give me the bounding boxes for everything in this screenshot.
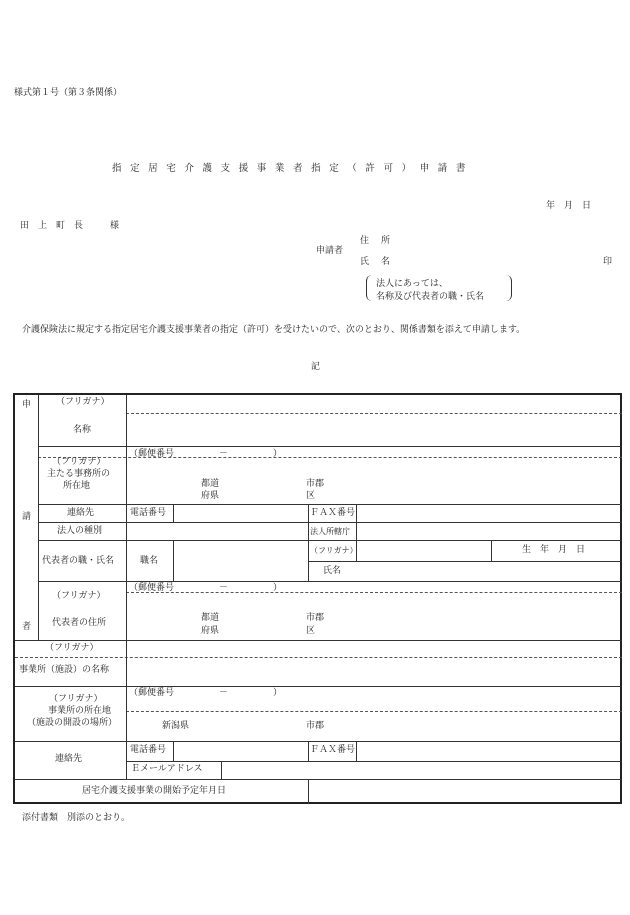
row-line — [308, 561, 622, 562]
addressee: 田上町長 様 — [20, 221, 129, 231]
row-line — [15, 741, 622, 742]
side-char-3: 者 — [22, 622, 32, 632]
corp-authority-label: 法人所轄庁 — [310, 527, 350, 536]
address-label: 住所 — [360, 236, 403, 246]
rep-furigana-label: （フリガナ） — [310, 546, 358, 555]
birth-date-label: 生 年 月 日 — [522, 545, 586, 555]
fax-label: ＦＡＸ番号 — [310, 508, 356, 518]
col-line — [356, 504, 357, 522]
facility-contact-label: 連絡先 — [55, 754, 83, 764]
document-title: 指定居宅介護支援事業者指定（許可）申請書 — [112, 163, 475, 174]
col-line — [308, 504, 309, 522]
email-label: Ｅメールアドレス — [131, 764, 203, 774]
col-line — [173, 540, 174, 581]
date-line: 年 月 日 — [546, 201, 592, 211]
note-line-1: 法人にあっては、 — [376, 279, 448, 289]
form-number: 様式第１号（第３条関係） — [14, 88, 123, 98]
city-bottom: 区 — [306, 491, 316, 501]
rep-pref-bottom: 府県 — [201, 626, 220, 636]
facility-loc-label: 事業所の所在地 — [48, 706, 112, 716]
application-table — [13, 393, 622, 804]
col-line — [308, 522, 309, 540]
office-location-label-2: 所在地 — [63, 481, 91, 491]
rep-city-bottom: 区 — [306, 626, 316, 636]
side-char-2: 請 — [22, 512, 32, 522]
office-postal: （郵便番号 － ） — [129, 449, 283, 459]
office-location-label: 主たる事務所の — [47, 469, 111, 479]
name-label: 名称 — [73, 425, 92, 435]
attachments-note: 添付書類 別添のとおり。 — [22, 813, 131, 823]
note-line-2: 名称及び代表者の職・氏名 — [376, 292, 485, 302]
facility-postal: （郵便番号 － ） — [129, 688, 283, 698]
seal-mark: 印 — [603, 257, 613, 267]
facility-furigana-label: （フリガナ） — [45, 643, 99, 653]
col-line — [173, 741, 174, 761]
dash-line — [15, 657, 622, 658]
row-line — [15, 640, 622, 641]
rep-address-label: 代表者の住所 — [52, 618, 107, 628]
phone-label: 電話番号 — [130, 508, 167, 518]
rep-title-name-label: 代表者の職・氏名 — [42, 556, 115, 566]
facility-name-label: 事業所（施設）の名称 — [19, 665, 110, 675]
pref-bottom: 府県 — [201, 491, 220, 501]
col-line — [126, 395, 127, 779]
position-label: 職名 — [140, 556, 159, 566]
rep-name-label: 氏名 — [323, 566, 342, 576]
niigata-label: 新潟県 — [162, 721, 190, 731]
row-line — [15, 779, 622, 780]
col-line — [173, 504, 174, 522]
col-line — [491, 540, 492, 561]
col-line — [308, 779, 309, 804]
facility-loc-furigana-label: （フリガナ） — [49, 694, 103, 704]
rep-city-top: 市郡 — [306, 613, 325, 623]
col-line — [308, 540, 309, 581]
corp-type-label: 法人の種別 — [57, 526, 103, 536]
dash-line — [126, 413, 622, 414]
row-line — [15, 686, 622, 687]
body-text: 介護保険法に規定する指定居宅介護支援事業者の指定（許可）を受けたいので、次のとおり、関係書類を添えて申請します。 — [22, 325, 526, 335]
rep-pref-top: 都道 — [201, 613, 220, 623]
col-line — [221, 761, 222, 779]
facility-phone-label: 電話番号 — [130, 745, 167, 755]
name-label: 氏名 — [360, 257, 403, 267]
dash-line — [126, 711, 622, 712]
col-line — [356, 522, 357, 540]
rep-postal: （郵便番号 － ） — [129, 583, 283, 593]
name-furigana-label: （フリガナ） — [56, 397, 110, 407]
col-line — [38, 395, 39, 640]
city-top: 市郡 — [306, 479, 325, 489]
rep-address-furigana-label: （フリガナ） — [52, 591, 106, 601]
facility-loc-label-2: （施設の開設の場所） — [27, 718, 118, 728]
facility-fax-label: ＦＡＸ番号 — [310, 745, 356, 755]
ki-mark: 記 — [311, 362, 321, 372]
row-line — [126, 761, 622, 762]
col-line — [356, 741, 357, 761]
col-line — [308, 741, 309, 761]
start-date-label: 居宅介護支援事業の開始予定年月日 — [82, 786, 227, 796]
facility-city-label: 市郡 — [306, 721, 325, 731]
office-furigana-label: （フリガナ） — [52, 457, 106, 467]
contact-label: 連絡先 — [67, 508, 95, 518]
side-char-1: 申 — [22, 400, 32, 410]
pref-top: 都道 — [201, 479, 220, 489]
applicant-label: 申請者 — [316, 246, 344, 256]
